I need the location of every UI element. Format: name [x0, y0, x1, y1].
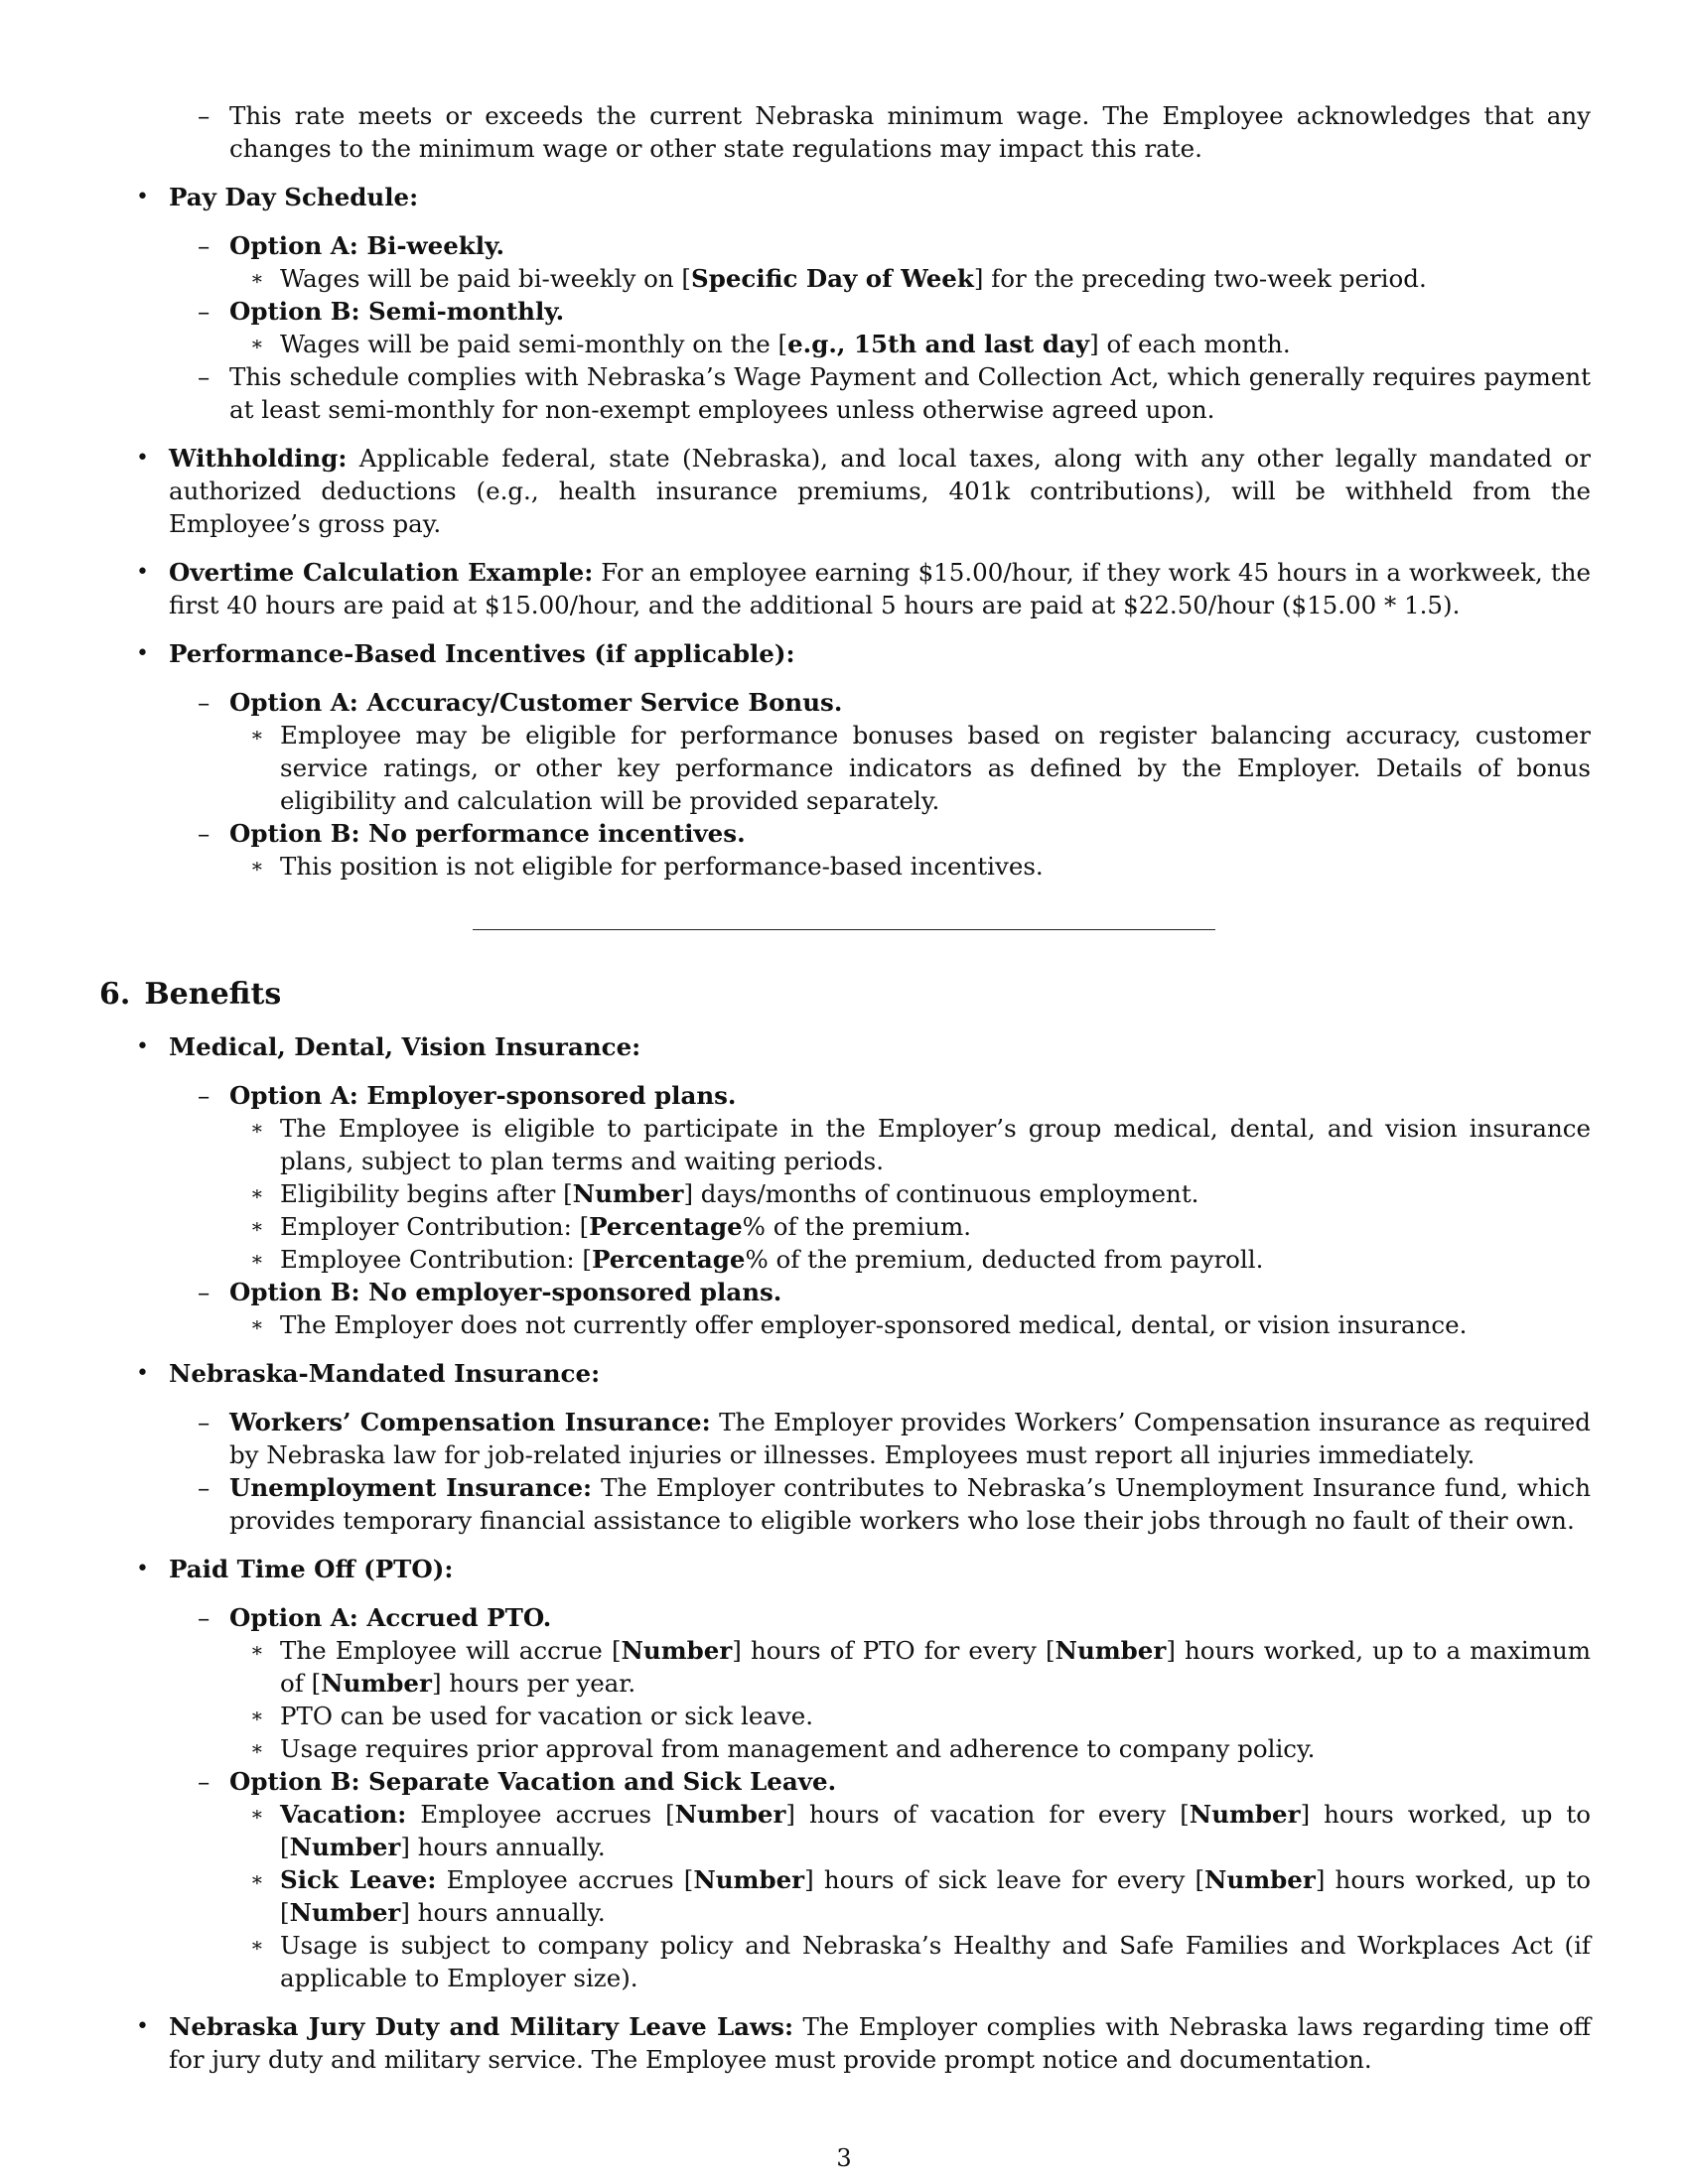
pto-a-accrual — [99, 1634, 1591, 1700]
incentives-title: Performance-Based Incentives (if applicable): — [169, 639, 795, 668]
text-segment: ] hours of PTO for every [ — [732, 1636, 1055, 1665]
dash-marker: – — [198, 688, 211, 717]
placeholder-field: Percentage — [591, 1245, 746, 1274]
asterisk-marker: ∗ — [250, 1312, 264, 1336]
overtime-item — [99, 556, 1591, 621]
text-segment: ] hours worked, up to [ — [280, 1800, 1591, 1861]
incentive-option-a-text: Employee may be eligible for performance bonuses based on register balancing accuracy, customer service ratings, or other key performance indicators as defined by the Employer. Details of bonus eligibility and calculation will be provided separately. — [280, 721, 1591, 815]
vacation-label: Vacation: — [280, 1800, 407, 1829]
incentive-option-b-detail — [99, 850, 1591, 883]
withholding-text: Applicable federal, state (Nebraska), and local taxes, along with any other legally mandated or authorized deductions (e.g., health insurance premiums, 401k contributions), will be withheld from the Employee’s gross pay. — [169, 444, 1591, 538]
placeholder-field: Number — [289, 1898, 401, 1927]
jury-duty-label: Nebraska Jury Duty and Military Leave Laws: — [169, 2012, 793, 2041]
dash-marker: – — [198, 819, 211, 848]
insurance-option-a-title: Option A: Employer-sponsored plans. — [229, 1081, 737, 1110]
asterisk-marker: ∗ — [250, 1736, 264, 1760]
text-segment: ] of each month. — [1089, 330, 1291, 358]
overtime-text: For an employee earning $15.00/hour, if they work 45 hours in a workweek, the first 40 hours are paid at $15.00/hour, and the additional 5 hours are paid at $22.50/hour ($15.00 * 1.5). — [169, 558, 1591, 619]
pto-title: Paid Time Off (PTO): — [169, 1555, 454, 1583]
text-segment: ] hours of sick leave for every [ — [804, 1865, 1205, 1894]
asterisk-marker: ∗ — [250, 1704, 264, 1727]
medical-insurance-item — [99, 1030, 1591, 1063]
bullet-marker: • — [136, 1034, 149, 1059]
bullet-marker: • — [136, 1557, 149, 1581]
placeholder-field: Number — [289, 1833, 401, 1861]
dash-marker: – — [198, 297, 211, 326]
insurance-option-b — [99, 1276, 1591, 1308]
text-segment: ] hours worked, up to a maximum of [ — [280, 1636, 1592, 1698]
text-segment: ] hours annually. — [400, 1833, 606, 1861]
pto-a-usage — [99, 1700, 1591, 1732]
rate-note-item — [99, 99, 1591, 165]
workers-comp-label: Workers’ Compensation Insurance: — [229, 1408, 711, 1436]
medical-insurance-title: Medical, Dental, Vision Insurance: — [169, 1032, 641, 1061]
placeholder-field: Number — [621, 1636, 733, 1665]
text-segment: Usage is subject to company policy and Nebraska’s Healthy and Safe Families and Workplaces Act (if applicable to Employer size). — [280, 1931, 1591, 1992]
section-title: Benefits — [144, 977, 282, 1012]
pay-option-b — [99, 295, 1591, 328]
medical-insurance-options — [99, 1079, 1591, 1341]
bullet-marker: • — [136, 185, 149, 209]
dash-marker: – — [198, 1408, 211, 1436]
bullet-marker: • — [136, 1361, 149, 1386]
incentive-option-b — [99, 817, 1591, 850]
dash-marker: – — [198, 101, 211, 130]
placeholder-field: Percentage — [589, 1212, 743, 1241]
text-segment: ] hours per year. — [431, 1669, 636, 1698]
text-segment: Usage requires prior approval from management and adherence to company policy. — [280, 1734, 1316, 1763]
dash-marker: – — [198, 362, 211, 391]
placeholder-field: Number — [1204, 1865, 1316, 1894]
pay-option-a-title: Option A: Bi-weekly. — [229, 231, 505, 260]
unemployment-item — [99, 1471, 1591, 1537]
text-segment: Employer Contribution: [ — [280, 1212, 590, 1241]
bullet-marker: • — [136, 446, 149, 471]
section-divider — [473, 929, 1215, 930]
mandated-insurance-title: Nebraska-Mandated Insurance: — [169, 1359, 601, 1388]
section-6-heading — [99, 978, 281, 1011]
jury-duty-text: The Employer complies with Nebraska laws regarding time off for jury duty and military service. The Employee must provide prompt notice and documentation. — [169, 2012, 1591, 2074]
pto-b-policy — [99, 1929, 1591, 1994]
insurance-option-a — [99, 1079, 1591, 1112]
text-segment: Employee Contribution: [ — [280, 1245, 592, 1274]
text-segment: ] for the preceding two-week period. — [973, 264, 1427, 293]
asterisk-marker: ∗ — [250, 1116, 264, 1140]
asterisk-marker: ∗ — [250, 1867, 264, 1891]
pay-day-options — [99, 229, 1591, 426]
insurance-a-employee-contribution — [99, 1243, 1591, 1276]
text-segment: The Employee is eligible to participate in the Employer’s group medical, dental, and vision insurance plans, subject to plan terms and waiting periods. — [280, 1114, 1591, 1175]
asterisk-marker: ∗ — [250, 1638, 264, 1662]
pay-compliance-note — [99, 360, 1591, 426]
section-number: 6. — [99, 977, 131, 1012]
incentive-option-a-detail — [99, 719, 1591, 817]
text-segment: % of the premium. — [742, 1212, 972, 1241]
pay-option-a — [99, 229, 1591, 262]
placeholder-field: Number — [321, 1669, 432, 1698]
incentives-options — [99, 686, 1591, 883]
withholding-item — [99, 442, 1591, 540]
bullet-marker: • — [136, 641, 149, 666]
insurance-b-detail — [99, 1308, 1591, 1341]
mandated-insurance-list — [99, 1406, 1591, 1537]
placeholder-field: Specific Day of Week — [691, 264, 974, 293]
workers-comp-item — [99, 1406, 1591, 1471]
pay-option-b-title: Option B: Semi-monthly. — [229, 297, 565, 326]
bullet-marker: • — [136, 560, 149, 585]
text-segment: ] hours annually. — [400, 1898, 606, 1927]
placeholder-field: Number — [1189, 1800, 1301, 1829]
text-segment: Eligibility begins after [ — [280, 1179, 573, 1208]
text-segment: ] hours worked, up to [ — [280, 1865, 1591, 1927]
placeholder-field: Number — [674, 1800, 786, 1829]
placeholder-field: Number — [1055, 1636, 1167, 1665]
pto-a-approval — [99, 1732, 1591, 1765]
overtime-label: Overtime Calculation Example: — [169, 558, 594, 587]
text-segment: Employee accrues [ — [420, 1800, 675, 1829]
pay-option-a-detail — [99, 262, 1591, 295]
incentive-option-a-title: Option A: Accuracy/Customer Service Bonus. — [229, 688, 843, 717]
pto-option-a-title: Option A: Accrued PTO. — [229, 1603, 552, 1632]
incentive-option-b-title: Option B: No performance incentives. — [229, 819, 746, 848]
jury-duty-item — [99, 2010, 1591, 2076]
dash-marker: – — [198, 1278, 211, 1306]
text-segment: PTO can be used for vacation or sick leave. — [280, 1702, 814, 1730]
text-segment: Wages will be paid semi-monthly on the [ — [280, 330, 788, 358]
insurance-a-waiting — [99, 1177, 1591, 1210]
pto-item — [99, 1553, 1591, 1585]
asterisk-marker: ∗ — [250, 1933, 264, 1957]
mandated-insurance-item — [99, 1357, 1591, 1390]
text-segment: Wages will be paid bi-weekly on [ — [280, 264, 691, 293]
asterisk-marker: ∗ — [250, 723, 264, 747]
insurance-a-eligibility — [99, 1112, 1591, 1177]
benefits-section — [99, 1015, 1591, 2076]
asterisk-marker: ∗ — [250, 1181, 264, 1205]
dash-marker: – — [198, 1767, 211, 1796]
text-segment: % of the premium, deducted from payroll. — [745, 1245, 1264, 1274]
dash-marker: – — [198, 231, 211, 260]
incentive-option-b-text: This position is not eligible for performance-based incentives. — [280, 852, 1044, 881]
workers-comp-text: The Employer provides Workers’ Compensation insurance as required by Nebraska law for job-related injuries or illnesses. Employees must report all injuries immediately. — [229, 1408, 1591, 1469]
insurance-option-b-title: Option B: No employer-sponsored plans. — [229, 1278, 782, 1306]
text-segment: The Employer does not currently offer employer-sponsored medical, dental, or vision insurance. — [280, 1310, 1468, 1339]
incentive-option-a — [99, 686, 1591, 719]
pay-option-b-detail — [99, 328, 1591, 360]
withholding-label: Withholding: — [169, 444, 348, 473]
dash-marker: – — [198, 1603, 211, 1632]
rate-note-text: This rate meets or exceeds the current Nebraska minimum wage. The Employee acknowledges that any changes to the minimum wage or other state regulations may impact this rate. — [229, 101, 1591, 163]
page-number: 3 — [836, 2144, 852, 2172]
compliance-text: This schedule complies with Nebraska’s Wage Payment and Collection Act, which generally requires payment at least semi-monthly for non-exempt employees unless otherwise agreed upon. — [229, 362, 1591, 424]
dash-marker: – — [198, 1081, 211, 1110]
asterisk-marker: ∗ — [250, 1214, 264, 1238]
placeholder-field: e.g., 15th and last day — [787, 330, 1090, 358]
text-segment: Employee accrues [ — [446, 1865, 694, 1894]
insurance-a-employer-contribution — [99, 1210, 1591, 1243]
asterisk-marker: ∗ — [250, 1247, 264, 1271]
placeholder-field: Number — [572, 1179, 684, 1208]
asterisk-marker: ∗ — [250, 332, 264, 355]
sick-leave-label: Sick Leave: — [280, 1865, 437, 1894]
text-segment: ] hours of vacation for every [ — [785, 1800, 1190, 1829]
unemployment-text: The Employer contributes to Nebraska’s Unemployment Insurance fund, which provides temporary financial assistance to eligible workers who lose their jobs through no fault of their own. — [229, 1473, 1591, 1535]
asterisk-marker: ∗ — [250, 266, 264, 290]
pto-option-b — [99, 1765, 1591, 1798]
pay-day-title: Pay Day Schedule: — [169, 183, 419, 211]
pto-option-b-title: Option B: Separate Vacation and Sick Leave. — [229, 1767, 837, 1796]
compensation-continued — [99, 99, 1591, 883]
text-segment: ] days/months of continuous employment. — [683, 1179, 1199, 1208]
incentives-item — [99, 637, 1591, 670]
dash-marker: – — [198, 1473, 211, 1502]
unemployment-label: Unemployment Insurance: — [229, 1473, 593, 1502]
bullet-marker: • — [136, 2014, 149, 2039]
pto-options — [99, 1601, 1591, 1994]
pay-day-schedule-item — [99, 181, 1591, 213]
placeholder-field: Number — [693, 1865, 805, 1894]
asterisk-marker: ∗ — [250, 854, 264, 878]
pto-b-sick — [99, 1863, 1591, 1929]
text-segment: The Employee will accrue [ — [280, 1636, 622, 1665]
pto-option-a — [99, 1601, 1591, 1634]
asterisk-marker: ∗ — [250, 1802, 264, 1826]
pto-b-vacation — [99, 1798, 1591, 1863]
